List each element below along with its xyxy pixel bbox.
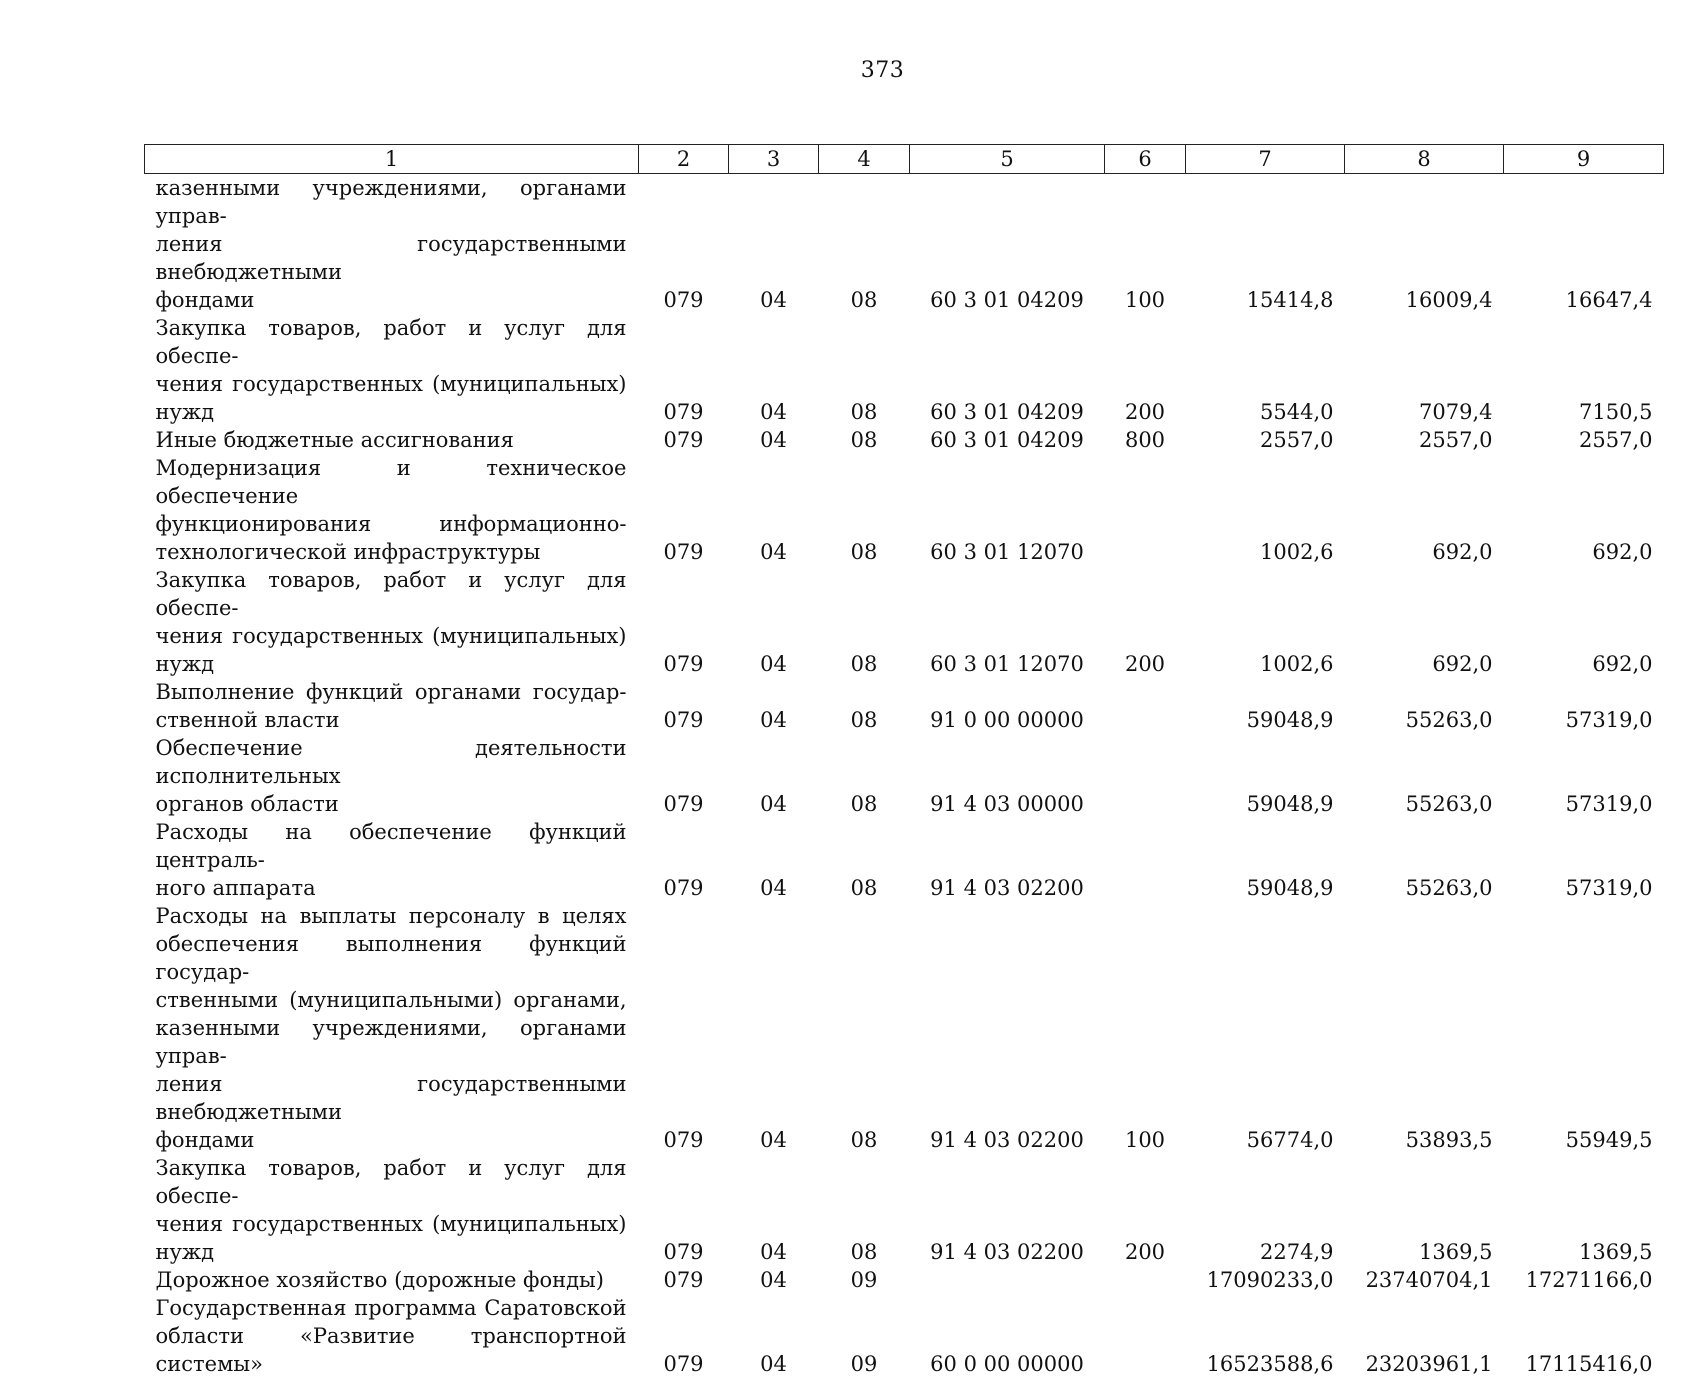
column-header: 1 <box>145 145 639 174</box>
table-row <box>145 818 1664 902</box>
amount-year-2-cell: 23203961,1 <box>1345 1294 1504 1378</box>
row-name-cell <box>145 454 639 566</box>
amount-year-3-cell: 7150,5 <box>1504 314 1664 426</box>
header-row <box>145 145 1664 174</box>
column-header: 6 <box>1105 145 1186 174</box>
column-header: 3 <box>729 145 819 174</box>
row-name-line: обеспечения выполнения функций государ- <box>156 930 627 986</box>
column-header: 8 <box>1345 145 1504 174</box>
target-article-code-cell: 60 3 01 12070 <box>910 566 1105 678</box>
table-row <box>145 174 1664 315</box>
amount-year-1-cell: 59048,9 <box>1186 818 1345 902</box>
amount-year-1-cell: 5544,0 <box>1186 314 1345 426</box>
amount-year-3-cell: 55949,5 <box>1504 902 1664 1154</box>
amount-year-3-cell: 692,0 <box>1504 454 1664 566</box>
subsection-code-2-cell: 08 <box>819 454 910 566</box>
row-name-line: ственной власти <box>156 706 627 734</box>
row-name-line: Обеспечение деятельности исполнительных <box>156 734 627 790</box>
subsection-code-2-cell: 08 <box>819 734 910 818</box>
subsection-code-cell: 04 <box>729 818 819 902</box>
amount-year-2-cell: 692,0 <box>1345 566 1504 678</box>
subsection-code-2-cell: 08 <box>819 1154 910 1266</box>
amount-year-2-cell: 55263,0 <box>1345 734 1504 818</box>
subsection-code-cell: 04 <box>729 426 819 454</box>
row-name-cell <box>145 1266 639 1294</box>
expense-type-code-cell: 100 <box>1105 902 1186 1154</box>
section-code-cell: 079 <box>639 174 729 315</box>
row-name-cell <box>145 818 639 902</box>
row-name-line: нужд <box>156 650 627 678</box>
row-name-line: технологической инфраструктуры <box>156 538 627 566</box>
row-name-line: Государственная программа Саратовской <box>156 1294 627 1322</box>
page-number: 373 <box>0 58 1697 83</box>
section-code-cell: 079 <box>639 566 729 678</box>
expense-type-code-cell: 200 <box>1105 1154 1186 1266</box>
target-article-code-cell: 91 4 03 02200 <box>910 1154 1105 1266</box>
expense-type-code-cell: 200 <box>1105 314 1186 426</box>
amount-year-2-cell: 692,0 <box>1345 454 1504 566</box>
subsection-code-cell: 04 <box>729 1154 819 1266</box>
target-article-code-cell: 60 3 01 04209 <box>910 314 1105 426</box>
row-name-line: ления государственными внебюджетными <box>156 230 627 286</box>
row-name-cell <box>145 174 639 315</box>
table-row <box>145 566 1664 678</box>
column-header: 2 <box>639 145 729 174</box>
row-name-cell <box>145 678 639 734</box>
section-code-cell: 079 <box>639 818 729 902</box>
expense-type-code-cell <box>1105 454 1186 566</box>
section-code-cell: 079 <box>639 314 729 426</box>
subsection-code-cell: 04 <box>729 566 819 678</box>
subsection-code-2-cell: 08 <box>819 678 910 734</box>
column-header: 9 <box>1504 145 1664 174</box>
table-row <box>145 734 1664 818</box>
subsection-code-cell: 04 <box>729 454 819 566</box>
table-row <box>145 454 1664 566</box>
target-article-code-cell: 91 4 03 00000 <box>910 734 1105 818</box>
amount-year-2-cell: 2557,0 <box>1345 426 1504 454</box>
row-name-cell <box>145 1154 639 1266</box>
row-name-line: фондами <box>156 1126 627 1154</box>
column-header: 7 <box>1186 145 1345 174</box>
amount-year-2-cell: 55263,0 <box>1345 678 1504 734</box>
row-name-line: Закупка товаров, работ и услуг для обеспе- <box>156 314 627 370</box>
row-name-line: функционирования информационно- <box>156 510 627 538</box>
subsection-code-cell: 04 <box>729 734 819 818</box>
expense-type-code-cell <box>1105 734 1186 818</box>
target-article-code-cell: 60 0 00 00000 <box>910 1294 1105 1378</box>
expense-type-code-cell: 200 <box>1105 566 1186 678</box>
row-name-cell <box>145 314 639 426</box>
subsection-code-2-cell: 08 <box>819 566 910 678</box>
row-name-line: области «Развитие транспортной системы» <box>156 1322 627 1378</box>
row-name-line: Расходы на выплаты персоналу в целях <box>156 902 627 930</box>
row-name-line: чения государственных (муниципальных) <box>156 622 627 650</box>
row-name-line: органов области <box>156 790 627 818</box>
row-name-line: чения государственных (муниципальных) <box>156 1210 627 1238</box>
row-name-cell <box>145 902 639 1154</box>
amount-year-1-cell: 2557,0 <box>1186 426 1345 454</box>
row-name-line: фондами <box>156 286 627 314</box>
table-body <box>145 174 1664 1378</box>
amount-year-1-cell: 17090233,0 <box>1186 1266 1345 1294</box>
subsection-code-2-cell: 08 <box>819 426 910 454</box>
amount-year-2-cell: 53893,5 <box>1345 902 1504 1154</box>
table-row <box>145 426 1664 454</box>
subsection-code-cell: 04 <box>729 678 819 734</box>
amount-year-3-cell: 2557,0 <box>1504 426 1664 454</box>
table-row <box>145 314 1664 426</box>
table-row <box>145 1154 1664 1266</box>
row-name-cell <box>145 1294 639 1378</box>
table-header <box>145 145 1664 174</box>
expense-type-code-cell: 100 <box>1105 174 1186 315</box>
section-code-cell: 079 <box>639 1294 729 1378</box>
section-code-cell: 079 <box>639 1154 729 1266</box>
row-name-cell <box>145 426 639 454</box>
row-name-line: Иные бюджетные ассигнования <box>156 426 627 454</box>
amount-year-3-cell: 1369,5 <box>1504 1154 1664 1266</box>
subsection-code-cell: 04 <box>729 174 819 315</box>
target-article-code-cell: 91 0 00 00000 <box>910 678 1105 734</box>
amount-year-1-cell: 1002,6 <box>1186 566 1345 678</box>
row-name-line: ления государственными внебюджетными <box>156 1070 627 1126</box>
amount-year-1-cell: 59048,9 <box>1186 734 1345 818</box>
subsection-code-cell: 04 <box>729 1294 819 1378</box>
section-code-cell: 079 <box>639 678 729 734</box>
section-code-cell: 079 <box>639 734 729 818</box>
row-name-line: Расходы на обеспечение функций централь- <box>156 818 627 874</box>
row-name-line: ного аппарата <box>156 874 627 902</box>
expense-type-code-cell: 800 <box>1105 426 1186 454</box>
table-row <box>145 1266 1664 1294</box>
row-name-line: Закупка товаров, работ и услуг для обеспе- <box>156 566 627 622</box>
target-article-code-cell: 91 4 03 02200 <box>910 818 1105 902</box>
row-name-cell <box>145 734 639 818</box>
table-row <box>145 902 1664 1154</box>
amount-year-2-cell: 1369,5 <box>1345 1154 1504 1266</box>
row-name-line: казенными учреждениями, органами управ- <box>156 174 627 230</box>
amount-year-3-cell: 692,0 <box>1504 566 1664 678</box>
expense-type-code-cell <box>1105 678 1186 734</box>
subsection-code-cell: 04 <box>729 902 819 1154</box>
subsection-code-2-cell: 08 <box>819 818 910 902</box>
subsection-code-2-cell: 08 <box>819 174 910 315</box>
row-name-line: чения государственных (муниципальных) <box>156 370 627 398</box>
budget-table <box>144 144 1664 1378</box>
row-name-line: Модернизация и техническое обеспечение <box>156 454 627 510</box>
section-code-cell: 079 <box>639 454 729 566</box>
subsection-code-2-cell: 08 <box>819 902 910 1154</box>
amount-year-1-cell: 16523588,6 <box>1186 1294 1345 1378</box>
row-name-line: казенными учреждениями, органами управ- <box>156 1014 627 1070</box>
target-article-code-cell: 60 3 01 04209 <box>910 174 1105 315</box>
table-row <box>145 1294 1664 1378</box>
amount-year-2-cell: 55263,0 <box>1345 818 1504 902</box>
row-name-line: Закупка товаров, работ и услуг для обеспе- <box>156 1154 627 1210</box>
amount-year-3-cell: 16647,4 <box>1504 174 1664 315</box>
amount-year-3-cell: 57319,0 <box>1504 818 1664 902</box>
amount-year-1-cell: 1002,6 <box>1186 454 1345 566</box>
subsection-code-cell: 04 <box>729 314 819 426</box>
amount-year-2-cell: 23740704,1 <box>1345 1266 1504 1294</box>
amount-year-3-cell: 17271166,0 <box>1504 1266 1664 1294</box>
target-article-code-cell: 60 3 01 12070 <box>910 454 1105 566</box>
amount-year-3-cell: 57319,0 <box>1504 734 1664 818</box>
section-code-cell: 079 <box>639 426 729 454</box>
table-row <box>145 678 1664 734</box>
amount-year-2-cell: 16009,4 <box>1345 174 1504 315</box>
amount-year-3-cell: 57319,0 <box>1504 678 1664 734</box>
subsection-code-2-cell: 08 <box>819 314 910 426</box>
row-name-line: Выполнение функций органами государ- <box>156 678 627 706</box>
row-name-line: Дорожное хозяйство (дорожные фонды) <box>156 1266 627 1294</box>
target-article-code-cell: 91 4 03 02200 <box>910 902 1105 1154</box>
amount-year-1-cell: 15414,8 <box>1186 174 1345 315</box>
row-name-line: нужд <box>156 398 627 426</box>
target-article-code-cell <box>910 1266 1105 1294</box>
row-name-line: ственными (муниципальными) органами, <box>156 986 627 1014</box>
row-name-line: нужд <box>156 1238 627 1266</box>
subsection-code-2-cell: 09 <box>819 1266 910 1294</box>
amount-year-3-cell: 17115416,0 <box>1504 1294 1664 1378</box>
amount-year-1-cell: 2274,9 <box>1186 1154 1345 1266</box>
amount-year-1-cell: 56774,0 <box>1186 902 1345 1154</box>
column-header: 5 <box>910 145 1105 174</box>
subsection-code-cell: 04 <box>729 1266 819 1294</box>
amount-year-1-cell: 59048,9 <box>1186 678 1345 734</box>
expense-type-code-cell <box>1105 1294 1186 1378</box>
target-article-code-cell: 60 3 01 04209 <box>910 426 1105 454</box>
section-code-cell: 079 <box>639 1266 729 1294</box>
subsection-code-2-cell: 09 <box>819 1294 910 1378</box>
expense-type-code-cell <box>1105 818 1186 902</box>
section-code-cell: 079 <box>639 902 729 1154</box>
amount-year-2-cell: 7079,4 <box>1345 314 1504 426</box>
row-name-cell <box>145 566 639 678</box>
expense-type-code-cell <box>1105 1266 1186 1294</box>
column-header: 4 <box>819 145 910 174</box>
